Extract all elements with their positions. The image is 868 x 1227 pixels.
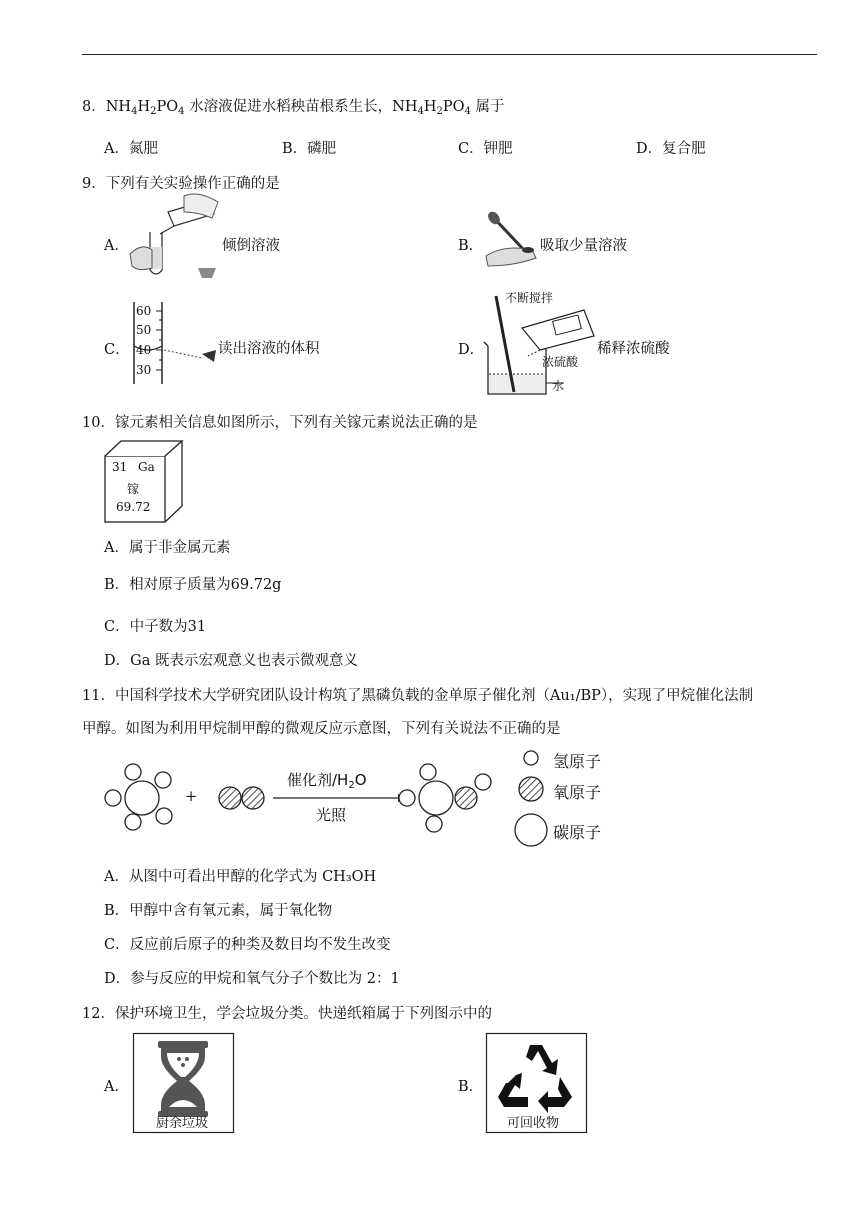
q9-option-b-letter[interactable]: B． — [458, 238, 484, 254]
stirring-label: 不断搅拌 — [505, 291, 554, 305]
q8-option-d[interactable]: D．复合肥 — [636, 141, 706, 157]
pouring-liquid-illustration — [128, 192, 223, 284]
q12-option-b-letter[interactable]: B． — [458, 1079, 484, 1095]
element-symbol: Ga — [138, 460, 155, 474]
legend-oxygen: 氧原子 — [553, 783, 602, 802]
q11-option-d[interactable]: D．参与反应的甲烷和氧气分子个数比为 2：1 — [104, 971, 400, 987]
q11-option-a[interactable]: A．从图中可看出甲醇的化学式为 CH₃OH — [104, 869, 377, 885]
q9-option-a-letter[interactable]: A． — [104, 238, 129, 254]
legend-carbon: 碳原子 — [553, 823, 602, 842]
q11-stem-line1: 11．中国科学技术大学研究团队设计构筑了黑磷负载的金单原子催化剂（Au₁/BP），实现了甲烷催化法制 — [82, 688, 754, 704]
cylinder-tick-30: 30 — [136, 363, 152, 377]
q10-stem: 10．镓元素相关信息如图所示，下列有关镓元素说法正确的是 — [82, 415, 478, 431]
q9-option-b-label: 吸取少量溶液 — [540, 238, 627, 254]
catalyst-label: 催化剂$/H_2O$ — [287, 771, 367, 791]
q9-option-c-label: 读出溶液的体积 — [218, 341, 320, 357]
element-mass: 69.72 — [116, 500, 151, 514]
q11-stem-line2: 甲醇。如图为利用甲烷制甲醇的微观反应示意图，下列有关说法不正确的是 — [82, 721, 561, 737]
q8-option-a[interactable]: A．氮肥 — [104, 141, 158, 157]
reaction-diagram — [100, 748, 620, 854]
water-label: 水 — [552, 379, 565, 393]
q11-option-b[interactable]: B．甲醇中含有氧元素，属于氧化物 — [104, 903, 333, 919]
q12-option-a-caption: 厨余垃圾 — [156, 1116, 209, 1131]
reaction-plus: + — [185, 789, 198, 805]
element-number: 31 — [112, 460, 128, 474]
dropper-illustration — [484, 210, 540, 270]
dilute-acid-illustration — [484, 292, 599, 400]
q8-option-c[interactable]: C．钾肥 — [458, 141, 513, 157]
cylinder-tick-40: 40 — [136, 343, 152, 357]
cylinder-tick-60: 60 — [136, 304, 152, 318]
cylinder-tick-50: 50 — [136, 323, 152, 337]
legend-hydrogen: 氢原子 — [553, 752, 602, 771]
q12-option-b-caption: 可回收物 — [507, 1116, 560, 1131]
q9-option-a-label: 倾倒溶液 — [222, 238, 280, 254]
q9-option-c-letter[interactable]: C． — [104, 342, 130, 358]
acid-label: 浓硫酸 — [542, 355, 579, 369]
q9-option-d-label: 稀释浓硫酸 — [597, 341, 670, 357]
header-rule — [82, 54, 817, 55]
q12-stem: 12．保护环境卫生，学会垃圾分类。快递纸箱属于下列图示中的 — [82, 1006, 492, 1022]
q8-stem: 8．$NH_4H_2PO_4$ 水溶液促进水稻秧苗根系生长，$NH_4H_2PO_4$ 属于 — [82, 99, 505, 117]
q8-option-b[interactable]: B．磷肥 — [282, 141, 337, 157]
q10-option-b[interactable]: B．相对原子质量为69.72g — [104, 577, 282, 593]
q9-option-d-letter[interactable]: D． — [458, 342, 485, 358]
light-label: 光照 — [316, 806, 347, 824]
q9-stem: 9．下列有关实验操作正确的是 — [82, 176, 280, 192]
q10-option-c[interactable]: C．中子数为31 — [104, 619, 207, 635]
q12-option-a-letter[interactable]: A． — [104, 1079, 129, 1095]
q10-option-a[interactable]: A．属于非金属元素 — [104, 540, 231, 556]
element-name: 镓 — [127, 482, 140, 496]
q11-option-c[interactable]: C．反应前后原子的种类及数目均不发生改变 — [104, 937, 391, 953]
q10-option-d[interactable]: D．Ga 既表示宏观意义也表示微观意义 — [104, 653, 358, 669]
